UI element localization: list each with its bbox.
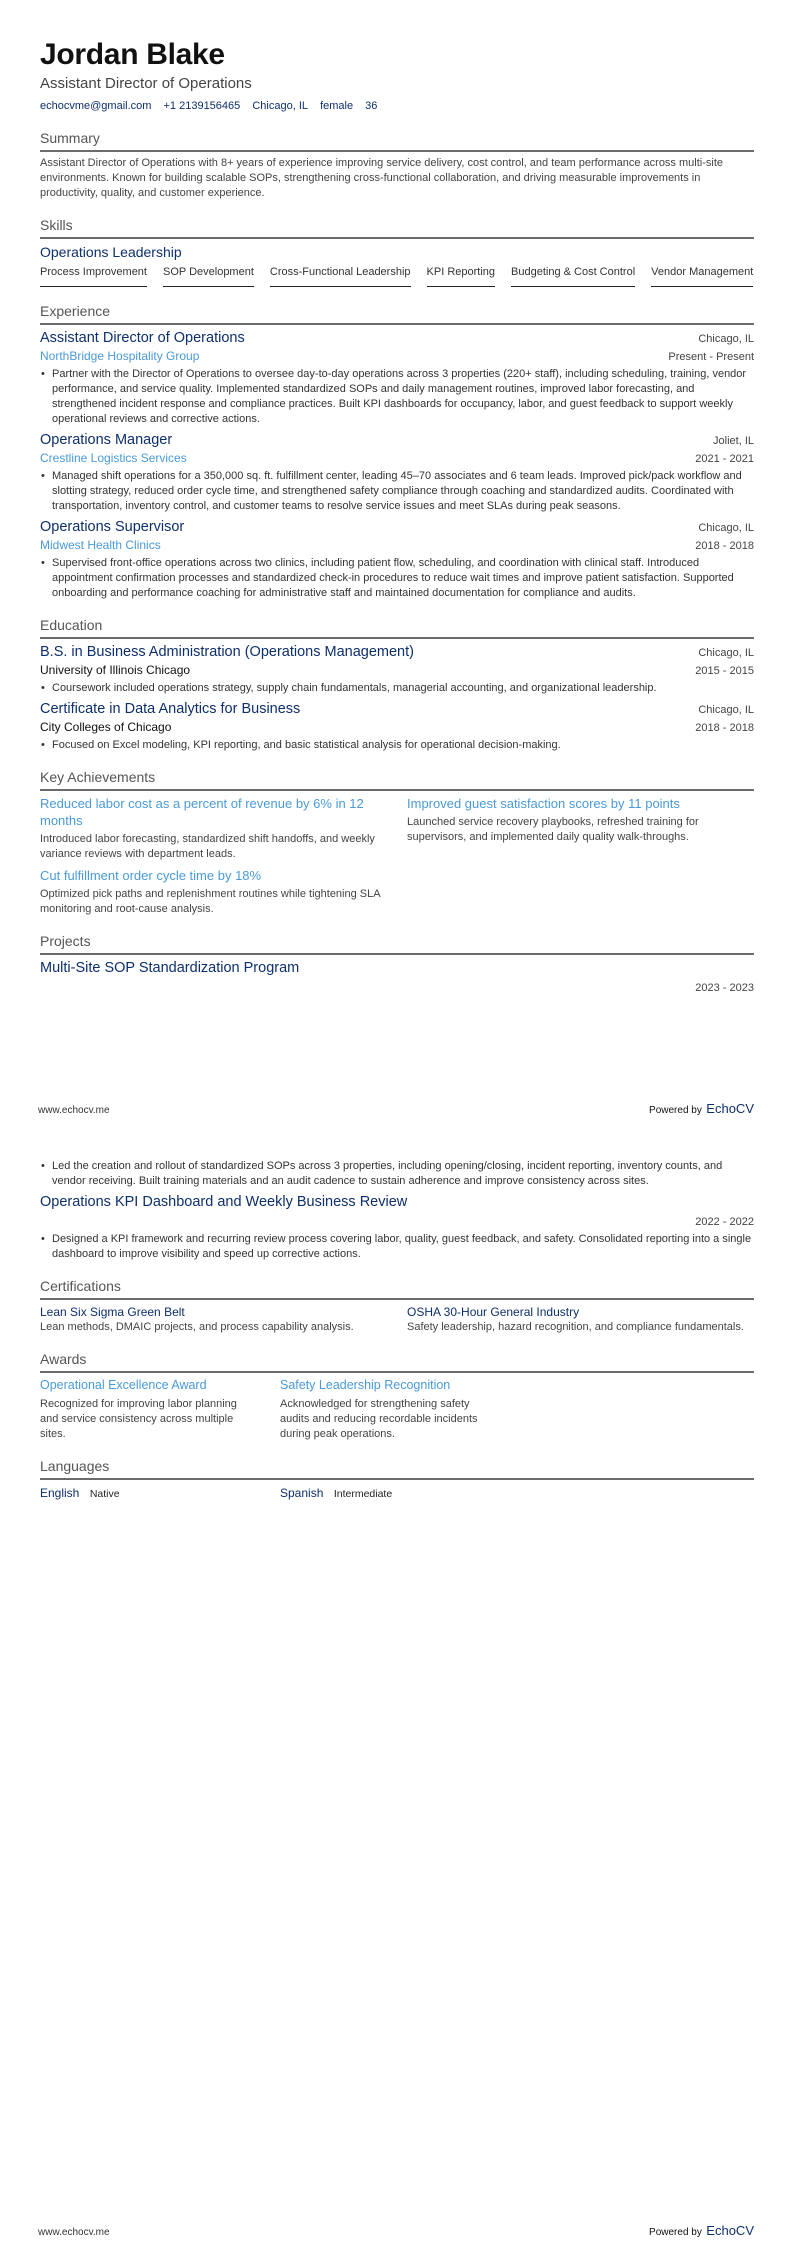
footer-powered-by xyxy=(649,1100,754,1118)
job-title: Assistant Director of Operations xyxy=(40,330,245,346)
job-bullets xyxy=(40,367,754,427)
project-bullets xyxy=(40,1232,754,1262)
education-item xyxy=(40,643,754,696)
project-bullet: • Designed a KPI framework and recurring review process covering labor, quality, guest feedback, and safety. Consolidated reporting into a single dashboard to improve visibility and speed up corrective actions. xyxy=(40,1232,754,1262)
footer-brand-logo[interactable]: EchoCV xyxy=(706,2223,754,2238)
contact-location: Chicago, IL xyxy=(252,100,308,112)
job-bullet: • Supervised front-office operations across two clinics, including patient flow, scheduling, and coordination with clinical staff. Introduced appointment confirmation processes and standardized check-in procedures to reduce wait times and improve patient satisfaction. Supported onboarding and performance coaching for administrative staff and maintained documentation for compliance and audits. xyxy=(40,556,754,601)
award-desc: Acknowledged for strengthening safety audits and reducing recordable incidents during peak operations. xyxy=(280,1398,478,1440)
job-location: Chicago, IL xyxy=(698,333,754,345)
achievements-section xyxy=(40,768,754,922)
candidate-headline: Assistant Director of Operations xyxy=(40,75,252,92)
section-title: Projects xyxy=(40,933,91,949)
section-divider xyxy=(40,789,754,791)
education-bullet: • Focused on Excel modeling, KPI reporting, and basic statistical analysis for operational decision-making. xyxy=(40,738,754,753)
achievements-column-right xyxy=(407,795,754,922)
skills-section xyxy=(40,216,754,287)
page-1-content xyxy=(40,38,754,997)
education-section xyxy=(40,616,754,753)
job-location: Joliet, IL xyxy=(713,435,754,447)
job-bullets xyxy=(40,469,754,514)
education-bullets xyxy=(40,738,754,753)
certification-desc: Safety leadership, hazard recognition, and compliance fundamentals. xyxy=(407,1321,744,1333)
job-location: Chicago, IL xyxy=(698,522,754,534)
language-name: Spanish xyxy=(280,1486,324,1500)
section-divider xyxy=(40,1298,754,1300)
achievement-title: Improved guest satisfaction scores by 11 points xyxy=(407,796,680,811)
achievement-item xyxy=(40,867,387,917)
education-bullets xyxy=(40,681,754,696)
project-item xyxy=(40,1193,754,1262)
languages-section xyxy=(40,1457,754,1502)
footer-powered-by xyxy=(649,2222,754,2240)
resume-page-2 xyxy=(0,1123,794,2246)
certification-name: OSHA 30-Hour General Industry xyxy=(407,1305,580,1319)
achievement-desc: Launched service recovery playbooks, refreshed training for supervisors, and implemented daily quality walk-throughs. xyxy=(407,816,699,843)
footer-url[interactable]: www.echocv.me xyxy=(38,1105,110,1116)
achievement-title: Reduced labor cost as a percent of revenue by 6% in 12 months xyxy=(40,796,364,828)
languages-grid xyxy=(40,1484,754,1502)
award-desc: Recognized for improving labor planning and service consistency across multiple sites. xyxy=(40,1398,237,1440)
certifications-section xyxy=(40,1277,754,1335)
skill-chip: Process Improvement xyxy=(40,264,147,287)
section-divider xyxy=(40,1371,754,1373)
footer-url[interactable]: www.echocv.me xyxy=(38,2227,110,2238)
skill-chip: Budgeting & Cost Control xyxy=(511,264,635,287)
section-title: Awards xyxy=(40,1351,87,1367)
section-title: Experience xyxy=(40,303,111,319)
skill-list xyxy=(40,264,754,287)
school-location: Chicago, IL xyxy=(698,647,754,659)
section-title: Languages xyxy=(40,1458,110,1474)
skill-chip: KPI Reporting xyxy=(427,264,495,287)
project-item xyxy=(40,959,754,997)
experience-section xyxy=(40,302,754,601)
experience-item xyxy=(40,329,754,427)
school-location: Chicago, IL xyxy=(698,704,754,716)
awards-section xyxy=(40,1350,754,1442)
award-item xyxy=(40,1377,258,1442)
certification-item xyxy=(407,1304,754,1335)
certification-desc: Lean methods, DMAIC projects, and process capability analysis. xyxy=(40,1321,354,1333)
language-item xyxy=(40,1484,280,1502)
project-bullets xyxy=(40,1159,754,1189)
education-dates: 2015 - 2015 xyxy=(695,665,754,677)
section-divider xyxy=(40,637,754,639)
contact-info xyxy=(40,98,754,114)
contact-email[interactable]: echocvme@gmail.com xyxy=(40,100,152,112)
achievement-title: Cut fulfillment order cycle time by 18% xyxy=(40,868,262,883)
section-title: Summary xyxy=(40,130,100,146)
summary-text: Assistant Director of Operations with 8+ years of experience improving service delivery, cost control, and team performance across multi-site environments. Known for building scalable SOPs, strengthening cross-functional collaboration, and driving measurable improvements in productivity, quality, and customer experience. xyxy=(40,157,723,199)
resume-header xyxy=(40,38,754,114)
section-title: Key Achievements xyxy=(40,769,156,785)
school-name: City Colleges of Chicago xyxy=(40,720,172,734)
language-item xyxy=(280,1484,520,1502)
skill-chip: Vendor Management xyxy=(651,264,753,287)
contact-phone[interactable]: +1 2139156465 xyxy=(163,100,241,112)
achievement-desc: Optimized pick paths and replenishment routines while tightening SLA monitoring and root-cause analysis. xyxy=(40,888,380,915)
job-dates: Present - Present xyxy=(668,351,754,363)
job-dates: 2018 - 2018 xyxy=(695,540,754,552)
achievements-column-left xyxy=(40,795,387,922)
page-footer xyxy=(38,2222,754,2240)
achievement-item xyxy=(407,795,754,845)
page-footer xyxy=(38,1100,754,1118)
page-2-content xyxy=(40,1158,754,1502)
project-bullet: • Led the creation and rollout of standardized SOPs across 3 properties, including opening/closing, incident reporting, inventory counts, and vendor receiving. Built training materials and an audit cadence to sustain adherence and improve consistency across sites. xyxy=(40,1159,754,1189)
achievement-item xyxy=(40,795,387,862)
awards-grid xyxy=(40,1377,754,1442)
section-divider xyxy=(40,953,754,955)
contact-gender: female xyxy=(320,100,354,112)
section-divider xyxy=(40,1478,754,1480)
job-bullets xyxy=(40,556,754,601)
skill-chip: Cross-Functional Leadership xyxy=(270,264,411,287)
job-bullet: • Managed shift operations for a 350,000 sq. ft. fulfillment center, leading 45–70 associates and 6 team leads. Improved pick/pack workflow and slotting strategy, reduced order cycle time, and strengthened safety compliance through coaching and standardized audits. Coordinated with transportation, inventory control, and customer teams to resolve service issues and meet SLAs during peak seasons. xyxy=(40,469,754,514)
project-dates: 2022 - 2022 xyxy=(695,1216,754,1228)
certification-name: Lean Six Sigma Green Belt xyxy=(40,1305,185,1319)
award-name: Operational Excellence Award xyxy=(40,1378,207,1392)
skill-chip: SOP Development xyxy=(163,264,254,287)
section-divider xyxy=(40,323,754,325)
footer-powered-label: Powered by xyxy=(649,1105,702,1116)
language-level: Native xyxy=(89,1488,120,1500)
summary-section xyxy=(40,129,754,201)
project-dates: 2023 - 2023 xyxy=(695,982,754,994)
education-bullet: • Coursework included operations strategy, supply chain fundamentals, managerial accounting, and organizational leadership. xyxy=(40,681,754,696)
language-level: Intermediate xyxy=(333,1488,393,1500)
experience-item xyxy=(40,431,754,514)
section-title: Education xyxy=(40,617,103,633)
achievement-desc: Introduced labor forecasting, standardized shift handoffs, and weekly variance reviews with department leads. xyxy=(40,833,375,860)
projects-section xyxy=(40,932,754,997)
job-title: Operations Supervisor xyxy=(40,519,185,535)
achievements-grid xyxy=(40,795,754,922)
award-name: Safety Leadership Recognition xyxy=(280,1378,451,1392)
section-divider xyxy=(40,237,754,239)
degree-title: Certificate in Data Analytics for Business xyxy=(40,701,301,717)
education-dates: 2018 - 2018 xyxy=(695,722,754,734)
footer-powered-label: Powered by xyxy=(649,2227,702,2238)
contact-age: 36 xyxy=(365,100,378,112)
section-title: Certifications xyxy=(40,1278,121,1294)
award-item xyxy=(280,1377,498,1442)
certification-item xyxy=(40,1304,387,1335)
education-item xyxy=(40,700,754,753)
company-name: NorthBridge Hospitality Group xyxy=(40,349,200,363)
certifications-grid xyxy=(40,1304,754,1335)
degree-title: B.S. in Business Administration (Operations Management) xyxy=(40,644,414,660)
language-name: English xyxy=(40,1486,80,1500)
project-name: Multi-Site SOP Standardization Program xyxy=(40,960,300,976)
job-dates: 2021 - 2021 xyxy=(695,453,754,465)
candidate-name: Jordan Blake xyxy=(40,38,225,71)
section-title: Skills xyxy=(40,217,73,233)
section-divider xyxy=(40,150,754,152)
job-bullet: • Partner with the Director of Operations to oversee day-to-day operations across 3 properties (220+ staff), including scheduling, training, vendor performance, and service quality. Implemented standardized SOPs and daily management routines, improved labor forecasting, and strengthened incident response and compliance practices. Built KPI dashboards for occupancy, labor, and guest feedback to support weekly operational reviews and corrective actions. xyxy=(40,367,754,427)
experience-item xyxy=(40,518,754,601)
project-name: Operations KPI Dashboard and Weekly Business Review xyxy=(40,1194,408,1210)
company-name: Crestline Logistics Services xyxy=(40,451,187,465)
skill-group-title: Operations Leadership xyxy=(40,244,182,260)
company-name: Midwest Health Clinics xyxy=(40,538,161,552)
job-title: Operations Manager xyxy=(40,432,173,448)
footer-brand-logo[interactable]: EchoCV xyxy=(706,1101,754,1116)
school-name: University of Illinois Chicago xyxy=(40,663,191,677)
